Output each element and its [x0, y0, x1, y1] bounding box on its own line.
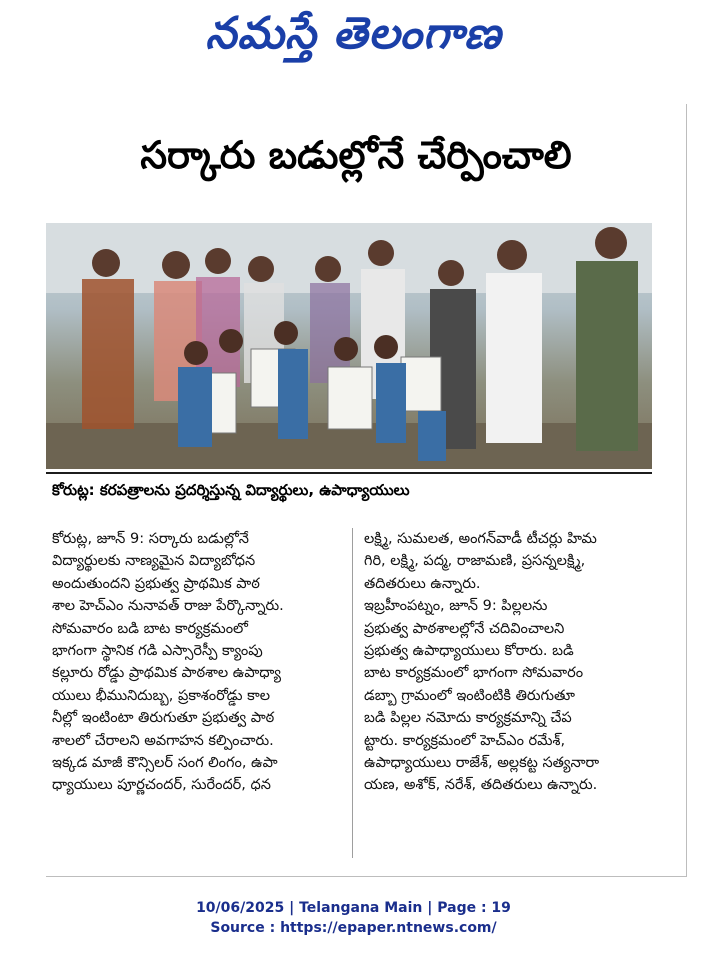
text-line: శాలలో చేరాలని అవగాహన కల్పించారు. [52, 732, 274, 749]
text-line: సోమవారం బడి బాట కార్యక్రమంలో [52, 620, 248, 637]
text-line: భాగంగా స్థానిక గడి ఎస్సారెస్పీ క్యాంపు [52, 642, 263, 659]
column-divider [352, 528, 353, 858]
text-line: ఇబ్రహీంపట్నం, జూన్ 9: పిల్లలను [364, 598, 548, 615]
text-line: యులు భీమునిదుబ్బ, ప్రకాశంరోడ్డు కాల [52, 687, 270, 704]
text-line: డబ్బా గ్రామంలో ఇంటింటికి తిరుగుతూ [364, 687, 575, 704]
photo-illustration [46, 223, 652, 469]
text-line: లక్ష్మి, సుమలత, అంగన్‌వాడీ టీచర్లు హిమ [364, 531, 597, 547]
article-column-1 [52, 528, 348, 797]
text-line: తదితరులు ఉన్నారు. [364, 575, 481, 592]
text-line: యణ, అశోక్, నరేశ్, తదితరులు ఉన్నారు. [364, 777, 598, 794]
text-line: బాట కార్యక్రమంలో భాగంగా సోమవారం [364, 665, 584, 682]
text-line: కల్లూరు రోడ్డు ప్రాథమిక పాఠశాల ఉపాధ్యా [52, 665, 281, 682]
text-line: శాల హెచ్ఎం నునావత్ రాజు పేర్కొన్నారు. [52, 598, 284, 615]
article-column-2 [364, 528, 660, 797]
footer-date-page: 10/06/2025 | Telangana Main | Page : 19 [196, 900, 511, 916]
footer-source-link[interactable]: Source : https://epaper.ntnews.com/ [210, 920, 497, 936]
text-line: ధ్యాయులు పూర్ణచందర్, సురేందర్, ధన [52, 777, 271, 794]
text-line: అందుతుందని ప్రభుత్వ ప్రాథమిక పాఠ [52, 575, 260, 592]
text-line: బడి పిల్లల నమోదు కార్యక్రమాన్ని చేప [364, 710, 572, 727]
text-line: ట్టారు. కార్యక్రమంలో హెచ్ఎం రమేశ్, [364, 732, 566, 749]
caption-divider [46, 472, 652, 474]
newspaper-masthead: నమస్తే తెలంగాణ [205, 8, 502, 59]
text-line: ఇక్కడ మాజీ కౌన్సిలర్ సంగ లింగం, ఉపా [52, 754, 278, 771]
text-line: నీల్లో ఇంటింటా తిరుగుతూ ప్రభుత్వ పాఠ [52, 710, 275, 727]
text-line: కోరుట్ల, జూన్ 9: సర్కారు బడుల్లోనే [52, 531, 249, 547]
text-line: గిరి, లక్ష్మి, పద్మ, రాజామణి, ప్రసన్నలక్ష్మి, [364, 553, 586, 570]
article-headline: సర్కారు బడుల్లోనే చేర్పించాలి [140, 133, 572, 177]
text-line: ఉపాధ్యాయులు రాజేశ్, అల్లకట్ట సత్యనారా [364, 754, 600, 771]
photo-caption: కోరుట్ల: కరపత్రాలను ప్రదర్శిస్తున్న విద్యార్థులు, ఉపాధ్యాయులు [52, 481, 410, 499]
text-line: విద్యార్థులకు నాణ్యమైన విద్యాబోధన [52, 553, 256, 570]
text-line: ప్రభుత్వ పాఠశాలల్లోనే చదివించాలని [364, 620, 565, 637]
text-line: ప్రభుత్వ ఉపాధ్యాయులు కోరారు. బడి [364, 642, 574, 659]
article-photo [46, 223, 652, 469]
